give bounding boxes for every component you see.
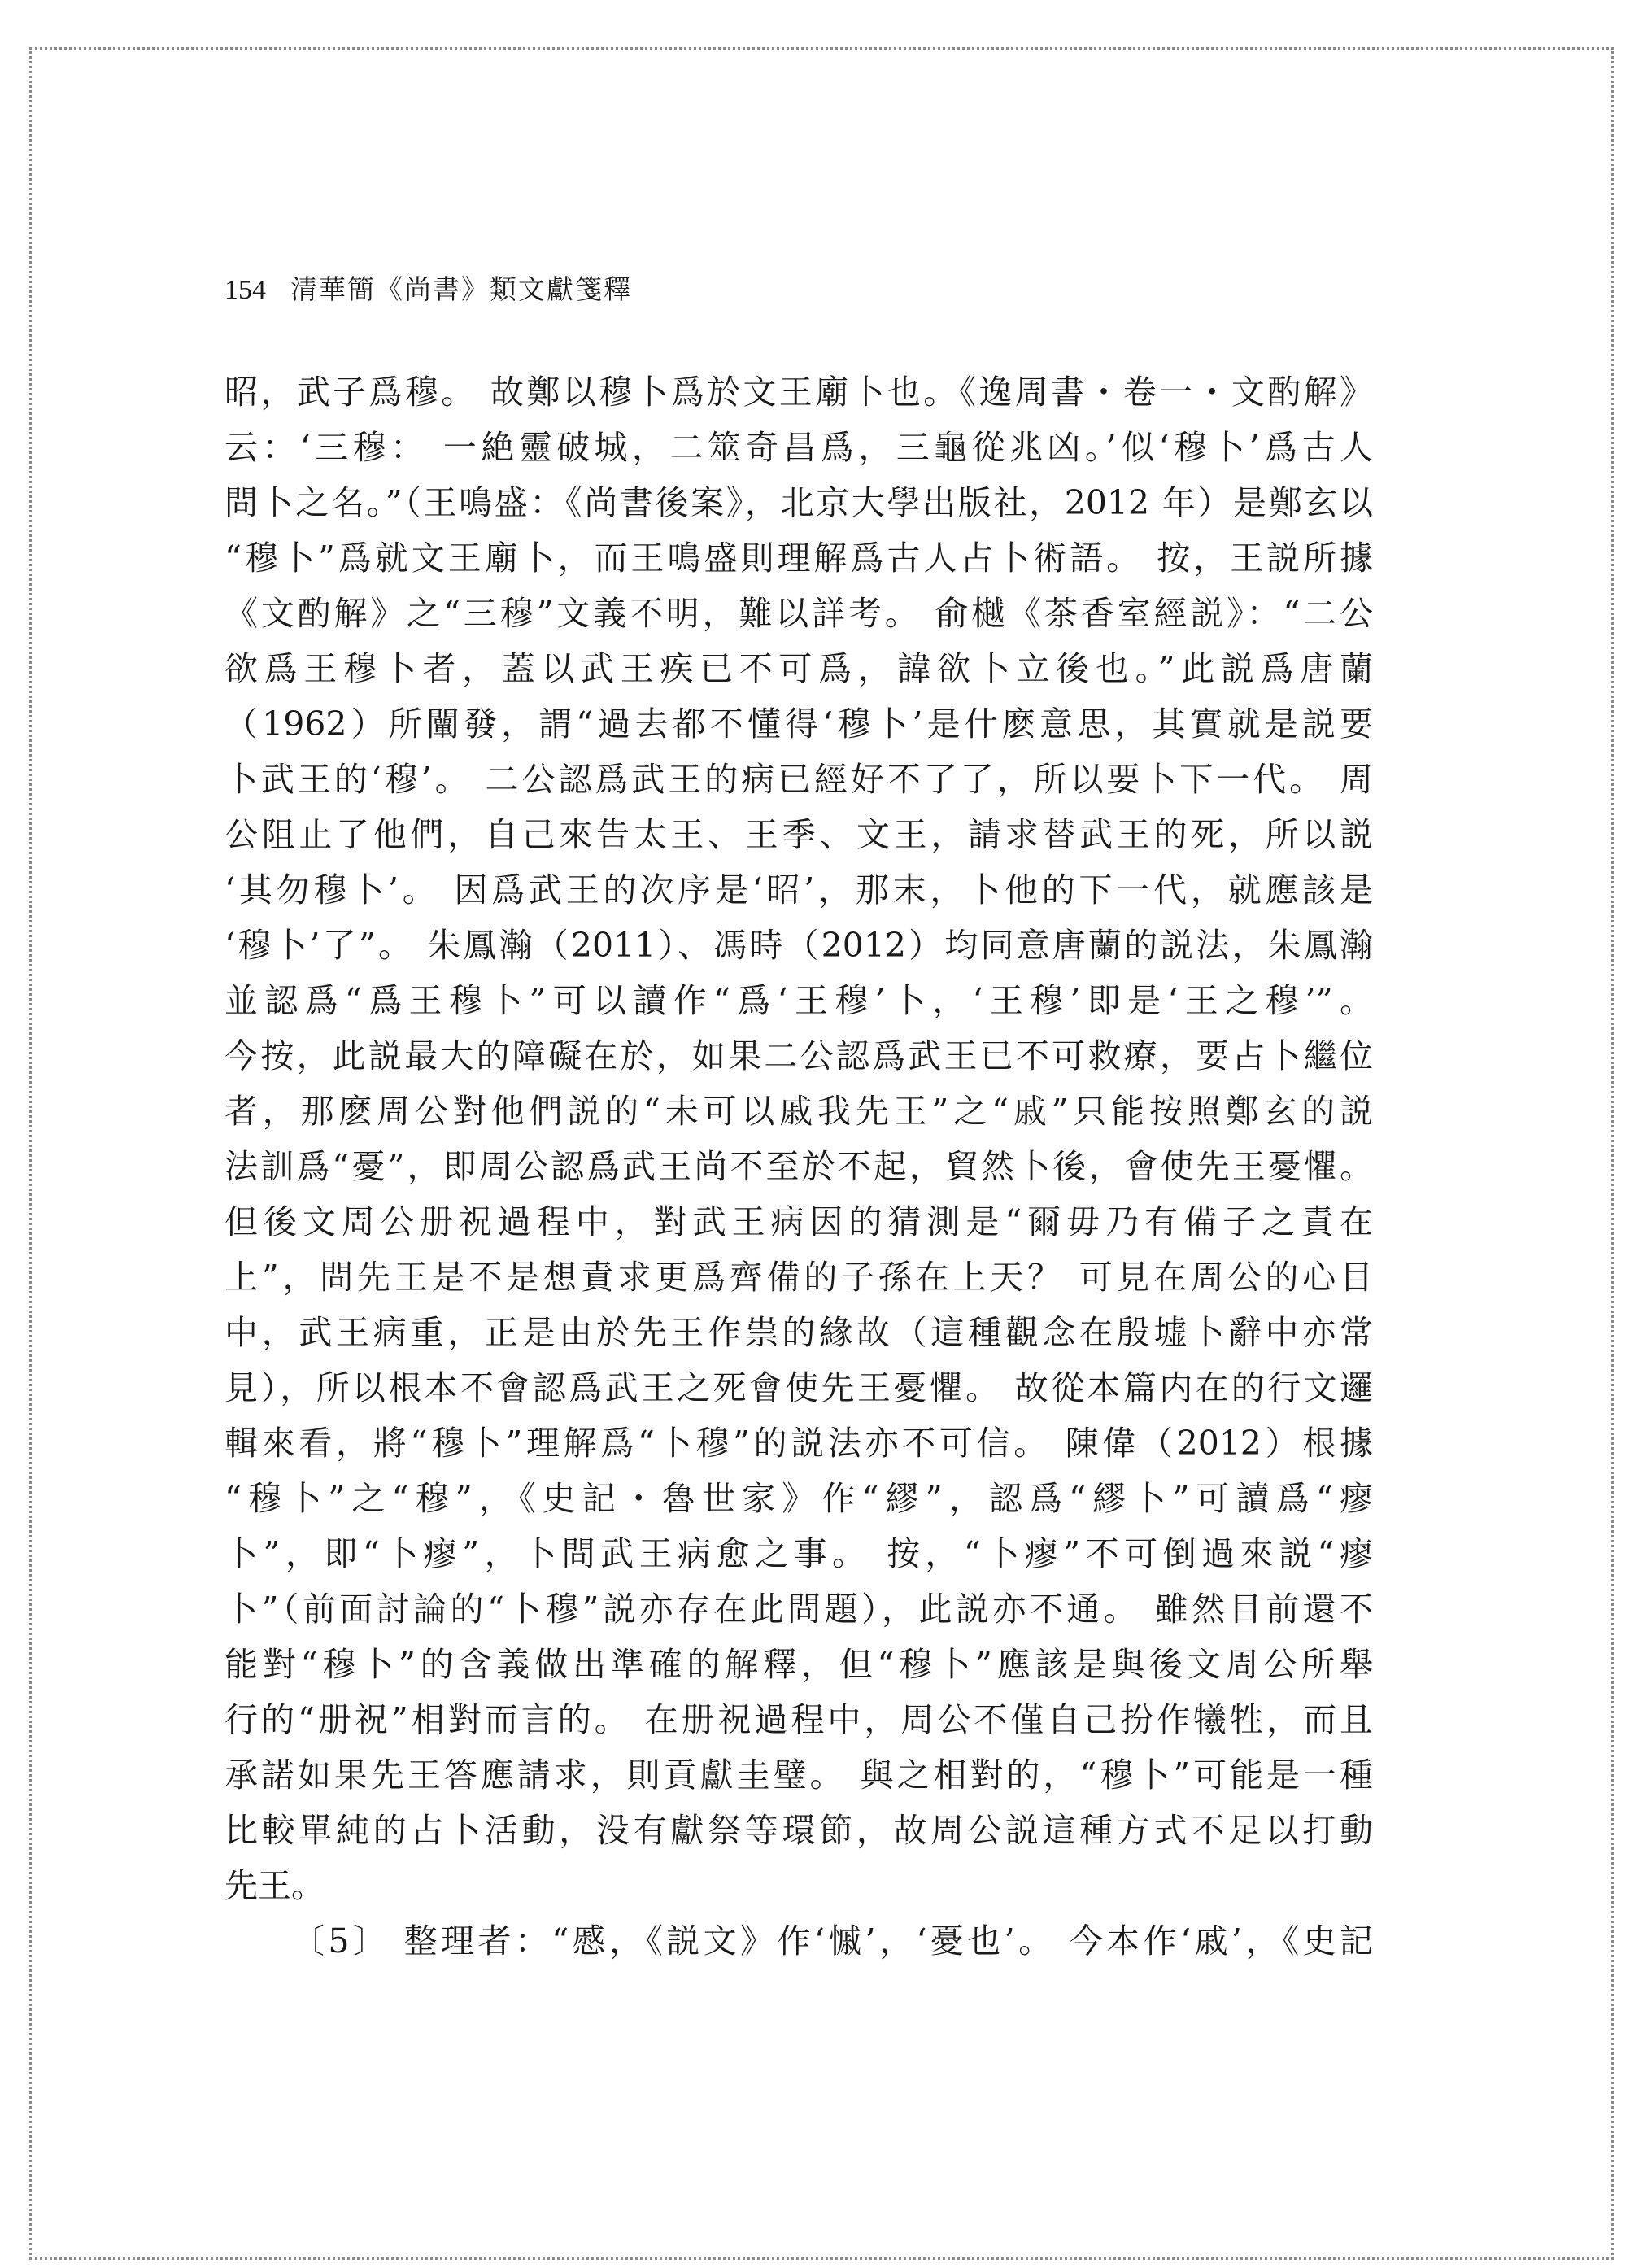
text-line: “穆卜”之“穆”，《史記・魯世家》作“繆”，認爲“繆卜”可讀爲“瘳 — [224, 1479, 1373, 1518]
text-line: 欲爲王穆卜者，蓋以武王疾已不可爲，諱欲卜立後也。”此説爲唐蘭 — [224, 649, 1373, 688]
text-line: 承諾如果先王答應請求，則貢獻圭璧。 與之相對的，“穆卜”可能是一種 — [224, 1756, 1373, 1795]
text-line: 云：‘三穆： 一絶靈破城，二筮奇昌爲，三龜從兆凶。’似‘穆卜’爲古人 — [224, 428, 1373, 467]
page-number: 154 — [224, 275, 266, 305]
text-line: 法訓爲“憂”，即周公認爲武王尚不至於不起，貿然卜後，會使先王憂懼。 — [224, 1147, 1373, 1186]
text-line: 行的“册祝”相對而言的。 在册祝過程中，周公不僅自己扮作犧牲，而且 — [224, 1700, 1373, 1739]
text-line: 問卜之名。”（王鳴盛：《尚書後案》，北京大學出版社，2012 年）是鄭玄以 — [224, 483, 1373, 522]
text-line: 《文酌解》之“三穆”文義不明，難以詳考。 俞樾《茶香室經説》：“二公 — [224, 594, 1373, 633]
text-line: 比較單純的占卜活動，没有獻祭等環節，故周公説這種方式不足以打動 — [224, 1811, 1373, 1850]
text-line: 但後文周公册祝過程中，對武王病因的猜測是“爾毋乃有備子之責在 — [224, 1202, 1373, 1241]
text-line: 並認爲“爲王穆卜”可以讀作“爲‘王穆’卜，‘王穆’即是‘王之穆’”。 — [224, 981, 1373, 1020]
text-line: 卜”，即“卜瘳”，卜問武王病愈之事。 按，“卜瘳”不可倒過來説“瘳 — [224, 1534, 1373, 1573]
text-line: 卜”（前面討論的“卜穆”説亦存在此問題），此説亦不通。 雖然目前還不 — [224, 1590, 1373, 1629]
text-line: 輯來看，將“穆卜”理解爲“卜穆”的説法亦不可信。 陳偉（2012）根據 — [224, 1424, 1373, 1463]
text-line: 卜武王的‘穆’。 二公認爲武王的病已經好不了了，所以要卜下一代。 周 — [224, 760, 1373, 799]
text-line: 今按，此説最大的障礙在於，如果二公認爲武王已不可救療，要占卜繼位 — [224, 1036, 1373, 1075]
text-line: 能對“穆卜”的含義做出準確的解釋，但“穆卜”應該是與後文周公所舉 — [224, 1645, 1373, 1684]
text-line: 中，武王病重，正是由於先王作祟的緣故（這種觀念在殷墟卜辭中亦常 — [224, 1313, 1373, 1352]
paragraph-end-line: 先王。 — [224, 1866, 325, 1905]
body-text — [224, 364, 1373, 1969]
text-line: 見），所以根本不會認爲武王之死會使先王憂懼。 故從本篇内在的行文邏 — [224, 1368, 1373, 1407]
text-line: 公阻止了他們，自己來告太王、王季、文王，請求替武王的死，所以説 — [224, 815, 1373, 854]
text-line: 上”，問先王是不是想責求更爲齊備的子孫在上天？ 可見在周公的心目 — [224, 1258, 1373, 1297]
running-title: 清華簡《尚書》類文獻箋釋 — [290, 273, 632, 305]
note-line: 〔5〕 整理者：“慼，《説文》作‘慽’，‘憂也’。 今本作‘戚’，《史記 — [291, 1921, 1373, 1961]
text-line: ‘穆卜’了”。 朱鳳瀚（2011）、馮時（2012）均同意唐蘭的説法，朱鳳瀚 — [224, 926, 1373, 965]
text-line: “穆卜”爲就文王廟卜，而王鳴盛則理解爲古人占卜術語。 按，王説所據 — [224, 539, 1373, 578]
text-line: ‘其勿穆卜’。 因爲武王的次序是‘昭’，那末，卜他的下一代，就應該是 — [224, 870, 1373, 909]
text-line: （1962）所闡發，謂“過去都不懂得‘穆卜’是什麽意思，其實就是説要 — [224, 704, 1373, 744]
text-line: 者，那麽周公對他們説的“未可以戚我先王”之“戚”只能按照鄭玄的説 — [224, 1092, 1373, 1131]
text-line: 昭，武子爲穆。 故鄭以穆卜爲於文王廟卜也。《逸周書・卷一・文酌解》 — [224, 373, 1373, 412]
running-header — [224, 268, 632, 309]
